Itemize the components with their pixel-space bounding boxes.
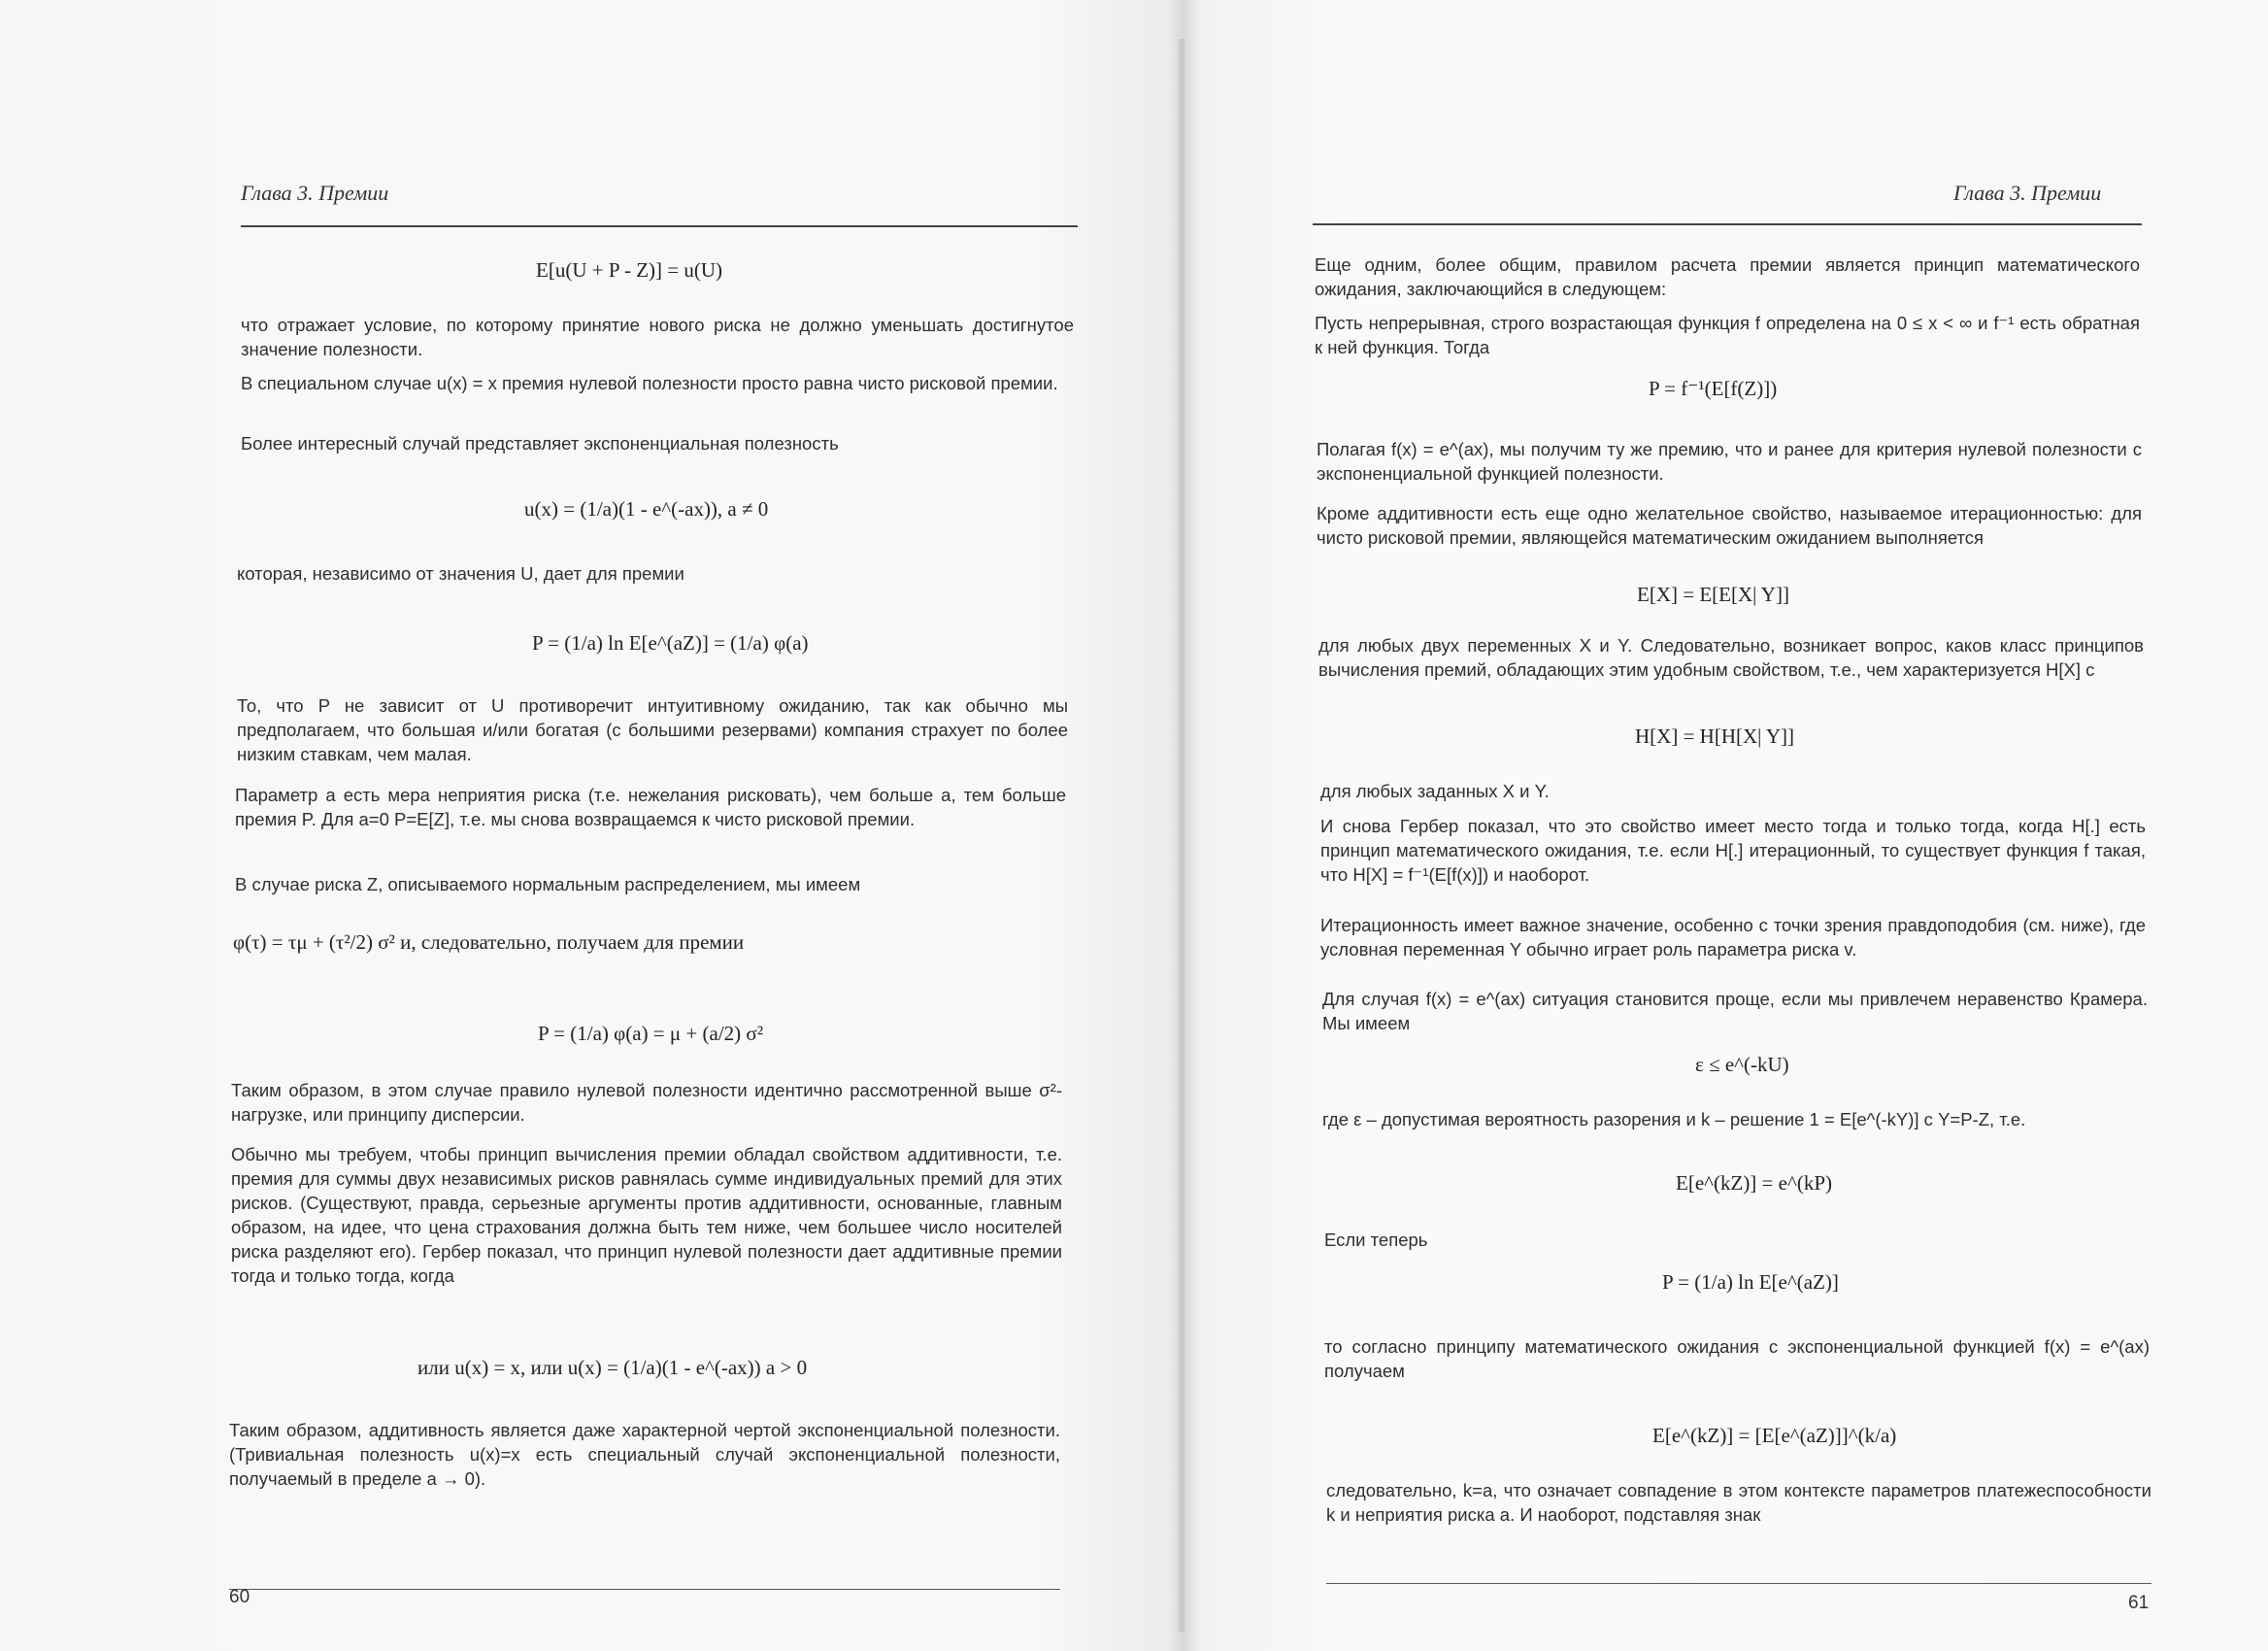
paragraph: В специальном случае u(x) = x премия нулевой полезности просто равна чисто рисковой премии. [241,373,1058,393]
paragraph: что отражает условие, по которому принятие нового риска не должно уменьшать достигнутое значение полезности. [241,315,1074,359]
paragraph: Кроме аддитивности есть еще одно желательное свойство, называемое итерационностью: для чисто рисковой премии, являющейся математическим ожиданием выполняется [1317,503,2142,548]
header-rule [1313,223,2142,225]
paragraph: следовательно, k=a, что означает совпадение в этом контексте параметров платежеспособности k и неприятия риска a. И наоборот, подставляя знак [1326,1480,2151,1525]
formula: P = (1/a) φ(a) = μ + (a/2) σ² [538,1022,764,1045]
paragraph: которая, независимо от значения U, дает для премии [237,563,684,584]
paragraph: то согласно принципу математического ожидания с экспоненциальной функцией f(x) = e^(ax) получаем [1324,1336,2150,1381]
running-head: Глава 3. Премии [241,181,389,205]
formula: E[e^(kZ)] = [E[e^(aZ)]]^(k/a) [1652,1424,1897,1447]
page-number: 60 [229,1587,250,1607]
paragraph: То, что P не зависит от U противоречит интуитивному ожиданию, так как обычно мы предполагаем, что большая и/или богатая (с большими резервами) компания страхует по более низким ставкам, чем малая. [237,695,1068,764]
paragraph: Итерационность имеет важное значение, особенно с точки зрения правдоподобия (см. ниже), где условная переменная Y обычно играет роль параметра риска v. [1320,915,2146,960]
formula: или u(x) = x, или u(x) = (1/a)(1 - e^(-ax)) a > 0 [417,1356,808,1379]
formula: P = f⁻¹(E[f(Z)]) [1649,377,1778,400]
paragraph: для любых заданных X и Y. [1320,781,1550,801]
formula: P = (1/a) ln E[e^(aZ)] [1662,1270,1839,1294]
paragraph: В случае риска Z, описываемого нормальным распределением, мы имеем [235,874,861,894]
footer-rule [1326,1583,2151,1584]
paragraph: Для случая f(x) = e^(ax) ситуация становится проще, если мы привлечем неравенство Крамера. Мы имеем [1322,989,2148,1033]
paragraph: Пусть непрерывная, строго возрастающая функция f определена на 0 ≤ x < ∞ и f⁻¹ есть обратная к ней функция. Тогда [1315,313,2140,357]
footer-rule [229,1589,1060,1590]
paragraph: для любых двух переменных X и Y. Следовательно, возникает вопрос, каков класс принципов вычисления премий, обладающих этим удобным свойством, т.е., чем характеризуется H[X] с [1318,635,2144,680]
running-head: Глава 3. Премии [1953,181,2102,205]
paragraph: Таким образом, в этом случае правило нулевой полезности идентично рассмотренной выше σ²-нагрузке, или принципу дисперсии. [231,1080,1062,1125]
book-gutter [1177,39,1186,1632]
formula: φ(τ) = τμ + (τ²/2) σ² и, следовательно, получаем для премии [233,930,745,954]
paragraph: где ε – допустимая вероятность разорения и k – решение 1 = E[e^(-kY)] с Y=P-Z, т.е. [1322,1109,2026,1129]
header-rule [241,225,1078,227]
right-page [1190,0,2268,1651]
formula: E[u(U + P - Z)] = u(U) [536,258,723,282]
paragraph: Более интересный случай представляет экспоненциальная полезность [241,433,839,454]
formula: u(x) = (1/a)(1 - e^(-ax)), a ≠ 0 [524,497,769,521]
paragraph: И снова Гербер показал, что это свойство имеет место тогда и только тогда, когда H[.] есть принцип математического ожидания, т.е. если H[.] итерационный, то существует функция f такая, что H[X] = f⁻¹(E[f(x)]) и наоборот. [1320,816,2146,885]
formula: ε ≤ e^(-kU) [1695,1053,1789,1076]
paragraph: Таким образом, аддитивность является даже характерной чертой экспоненциальной полезности. (Тривиальная полезность u(x)=x есть специальный случай экспоненциальной полезности, получаемый в пределе a → 0). [229,1420,1060,1489]
formula: P = (1/a) ln E[e^(aZ)] = (1/a) φ(a) [532,631,809,655]
page-number: 61 [2128,1593,2150,1613]
formula: E[e^(kZ)] = e^(kP) [1676,1171,1832,1195]
formula: E[X] = E[E[X| Y]] [1637,583,1789,606]
paragraph: Обычно мы требуем, чтобы принцип вычисления премии обладал свойством аддитивности, т.е. премия для суммы двух независимых рисков равнялась сумме индивидуальных премий для этих рисков. (Существуют, правда, серьезные аргументы против аддитивности, основанные, главным образом, на идее, что цена страхования должна быть тем ниже, чем большее число носителей риска разделяют его). Гербер показал, что принцип нулевой полезности дает аддитивные премии тогда и только тогда, когда [231,1144,1062,1286]
paragraph: Параметр а есть мера неприятия риска (т.е. нежелания рисковать), чем больше a, тем больше премия P. Для a=0 P=E[Z], т.е. мы снова возвращаемся к чисто рисковой премии. [235,785,1066,829]
paragraph: Если теперь [1324,1230,1428,1250]
formula: H[X] = H[H[X| Y]] [1635,724,1794,748]
paragraph: Еще одним, более общим, правилом расчета премии является принцип математического ожидания, заключающийся в следующем: [1315,254,2140,299]
paragraph: Полагая f(x) = e^(ax), мы получим ту же премию, что и ранее для критерия нулевой полезности с экспоненциальной функцией полезности. [1317,439,2142,484]
